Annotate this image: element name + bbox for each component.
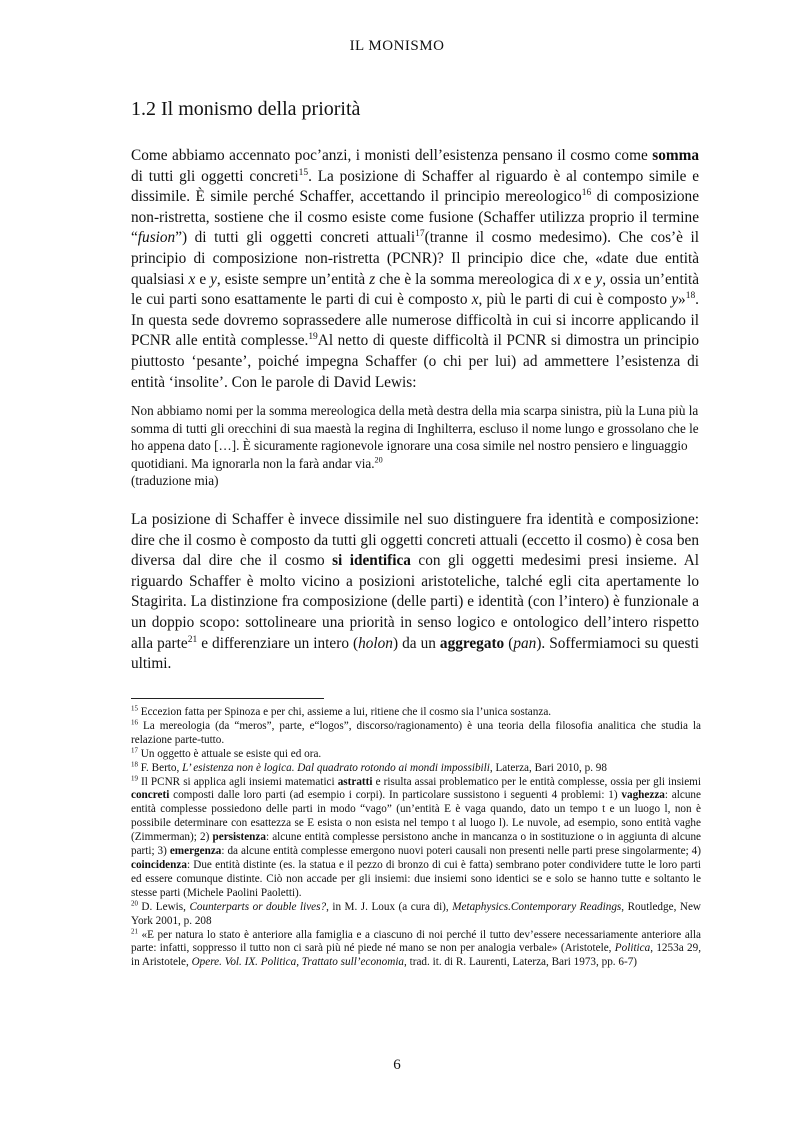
footnote-ref-19: 19 (308, 332, 318, 343)
footnote-17: $^{17}$ Un oggetto è attuale se esiste qui ed ora. (131, 745, 322, 760)
footnote-20: $^{20}$ D. Lewis, Counterparts or double lives?, in M. J. Loux (a cura di), Metaphysics.Contemporary Readings, Routledge, New York 2001, p. 208 (131, 898, 701, 927)
footnote-ref-17: 17 (415, 229, 425, 240)
block-quote-lewis: Non abbiamo nomi per la somma mereologica della metà destra della mia scarpa sinistra, più la Luna più la somma di tutti gli orecchini di sua maestà la regina di Inghilterra, escluso il nome lungo e grossolano che le ho appena dato […]. È sicuramente ragionevole ignorare una cosa simile nel nostro pensiero e linguaggio quotidiani. Ma ignorarla non la farà andar via.$^{20}$ (traduzione mia) (131, 403, 699, 489)
footnotes-section (131, 706, 701, 970)
footnote-ref-15: 15 (298, 167, 309, 178)
paragraph-intro: Come abbiamo accennato poc’anzi, i monisti dell’esistenza pensano il cosmo come somma di tutti gli oggetti concreti$^{15}$. La posizione di Schaffer al riguardo è al contempo simile e dissimile. È simile perché Schaffer, accettando il principio mereologico$^{16}$ di composizione non-ristretta, sostiene che il cosmo esiste come fusione (Schaffer utilizza proprio il termine “fusion”) di tutti gli oggetti concreti attuali$^{17}$(tranne il cosmo medesimo). Che cos’è il principio di composizione non-ristretta (PCNR)? Il principio dice che, «date due entità qualsiasi x e y, esiste sempre un’entità z che è la somma mereologica di x e y, ossia un’entità le cui parti sono esattamente le parti di cui è composto x, più le parti di cui è composto y»$^{18}$. In questa sede dovremo soprassedere alle numerose difficoltà in cui si incorre applicando il PCNR alle entità complesse.$^{19}$Al netto di queste difficoltà il PCNR si dimostra un principio piuttosto ‘pesante’, poiché impegna Schaffer (o chi per lui) ad ammettere l’esistenza di entità ‘insolite’. Con le parole di David Lewis: (131, 147, 700, 391)
paragraph-dissimilarity: La posizione di Schaffer è invece dissimile nel suo distinguere fra identità e composizione: dire che il cosmo è composto da tutti gli oggetti concreti attuali (eccetto il cosmo) è cosa ben diversa dal dire che il cosmo si identifica con gli oggetti medesimi presi insieme. Al riguardo Schaffer è molto vicino a posizioni aristoteliche, talché egli cita apertamente lo Stagirita. La distinzione fra composizione (delle parti) e identità (con l’intero) è funzionale a un doppio scopo: sottolineare una priorità in senso logico e ontologico dell’intero rispetto alla parte$^{21}$ e differenziare un intero (holon) da un aggregato (pan). Soffermiamoci su questi ultimi. (131, 511, 699, 673)
footnote-16: $^{16}$ La mereologia (da “meros”, parte, e“logos”, discorso/ragionamento) è una teoria della filosofia analitica che studia la relazione parte-tutto. (131, 718, 701, 746)
footnote-ref-18: 18 (685, 291, 696, 302)
footnote-ref-20: 20 (374, 455, 383, 465)
footnote-18: $^{18}$ F. Berto, L’ esistenza non è logica. Dal quadrato rotondo ai mondi impossibili, Laterza, Bari 2010, p. 98 (131, 759, 607, 774)
running-header: IL MONISMO (349, 38, 445, 54)
footnote-21: $^{21}$ «E per natura lo stato è anteriore alla famiglia e a ciascuno di noi perché il tutto dev’essere necessariamente anteriore alla parte: infatti, soppresso il tutto non ci sarà più né piede né mano se non per analogia verbale» (Aristotele, Politica, 1253a 29, in Aristotele, Opere. Vol. IX. Politica, Trattato sull’economia, trad. it. di R. Laurenti, Laterza, Bari 1973, pp. 6-7) (131, 926, 701, 969)
footnote-15: $^{15}$ Eccezion fatta per Spinoza e per chi, assieme a lui, ritiene che il cosmo sia l’unica sostanza. (131, 704, 552, 718)
footnote-separator (131, 698, 324, 699)
page-number: 6 (393, 1057, 401, 1073)
footnote-19: $^{19}$ Il PCNR si applica agli insiemi matematici astratti e risulta assai problematico per le entità complesse, ossia per gli insiemi concreti composti dalle loro parti (ad esempio i corpi). In particolare sussistono i seguenti 4 problemi: 1) vaghezza: alcune entità complesse possiedono delle parti in modo “vago” (un’entità E è vaga quando, dato un tempo t e un luogo l, non è possibile determinare con esattezza se E esista o non esista nel tempo t al luogo l). Le nuvole, ad esempio, sono entità vaghe (Zimmerman); 2) persistenza: alcune entità complesse persistono anche in mancanza o in sostituzione o in aggiunta di alcune parti; 3) emergenza: da alcune entità complesse emergono nuovi poteri causali non presenti nelle parti prese singolarmente; 4) coincidenza: Due entità distinte (es. la statua e il pezzo di bronzo di cui è fatta) sembrano poter condividere tutte le loro parti ed essere comunque distinte. Ciò non accade per gli insiemi: due insiemi sono identici se e solo se hanno tutte e soltanto le stesse parti (Michele Paolini Paoletti). (131, 773, 701, 899)
footnote-ref-16: 16 (581, 188, 592, 199)
footnote-ref-21: 21 (187, 634, 198, 645)
section-title: 1.2 Il monismo della priorità (131, 98, 361, 120)
